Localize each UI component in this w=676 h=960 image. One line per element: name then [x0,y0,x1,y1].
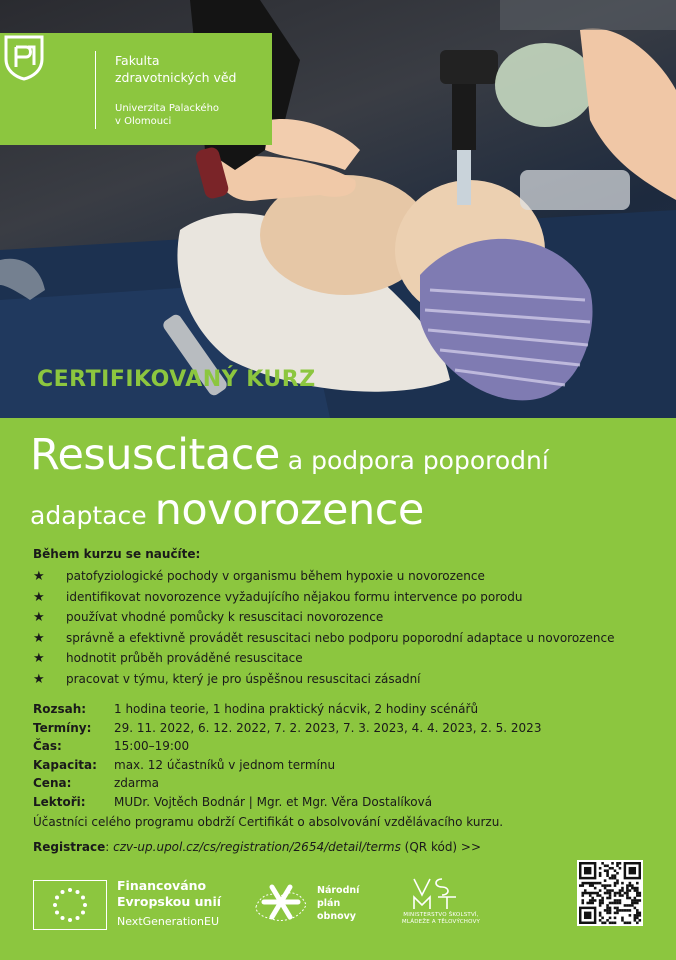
info-row-scope [33,700,541,719]
list-item-text: používat vhodné pomůcky k resuscitaci novorozence [66,610,384,625]
registration [33,840,481,854]
course-title [30,430,549,544]
title-part1-small: a podpora poporodní [279,446,549,475]
info-row-lecturers [33,793,541,812]
info-row-dates [33,719,541,738]
msmt-line-1: MINISTERSTVO ŠKOLSTVÍ, [403,912,479,918]
info-value: MUDr. Vojtěch Bodnár | Mgr. et Mgr. Věra Dostalíková [114,794,433,809]
npo-text [317,884,359,923]
info-value: zdarma [114,776,160,790]
eu-line-1: Financováno [117,878,207,893]
qr-code-icon[interactable] [577,860,643,926]
star-icon: ★ [33,651,45,667]
star-icon: ★ [33,589,45,605]
list-item [33,607,614,628]
npo-line-3: obnovy [317,911,357,922]
university-name [115,102,219,128]
info-label: Cena: [33,776,72,790]
info-label: Rozsah: [33,702,87,716]
registration-suffix: (QR kód) >> [400,840,482,854]
info-row-time [33,737,541,756]
info-label: Lektoři: [33,794,86,809]
list-item [33,587,614,608]
registration-label: Registrace [33,840,106,854]
title-part2-big: novorozence [154,485,424,535]
eu-line-3: NextGenerationEU [117,915,219,928]
list-item [33,648,614,669]
course-info [33,700,541,811]
faculty-line-1: Fakulta [115,53,160,68]
hero-photo [0,0,676,418]
info-row-capacity [33,756,541,775]
eu-line-2: Evropskou unií [117,894,222,909]
faculty-line-2: zdravotnických věd [115,70,237,85]
msmt-line-2: MLÁDEŽE A TĚLOVÝCHOVY [401,919,481,925]
list-item-text: pracovat v týmu, který je pro úspěšnou resuscitaci zásadní [66,671,421,686]
star-icon: ★ [33,671,45,687]
title-line-1 [30,430,549,489]
title-part2-small: adaptace [30,501,155,530]
university-line-1: Univerzita Palackého [115,103,220,114]
info-value: max. 12 účastníků v jednom termínu [114,757,336,772]
info-row-price [33,774,541,793]
list-item-text: správně a efektivně provádět resuscitaci nebo podporu poporodní adaptace u novorozence [66,630,615,645]
registration-colon: : [105,840,114,854]
learning-list [33,566,614,690]
info-value: 1 hodina teorie, 1 hodina praktický nácvik, 2 hodiny scénářů [114,702,479,716]
list-item-text: identifikovat novorozence vyžadujícího nějakou formu intervence po porodu [66,589,523,604]
up-olomouc-logo-icon [0,33,48,81]
msmt-text [386,912,496,926]
list-item [33,566,614,587]
certified-course-banner: CERTIFIKOVANÝ KURZ [37,367,316,392]
info-label: Čas: [33,739,62,753]
faculty-name [115,52,237,86]
learning-heading: Během kurzu se naučíte: [33,547,201,561]
list-item-text: hodnotit průběh prováděné resuscitace [66,651,303,666]
info-value: 29. 11. 2022, 6. 12. 2022, 7. 2. 2023, 7. 3. 2023, 4. 4. 2023, 2. 5. 2023 [114,720,542,735]
list-item-text: patofyziologické pochody v organismu během hypoxie u novorozence [66,569,485,583]
info-label: Kapacita: [33,757,97,772]
star-icon: ★ [33,569,45,584]
npo-line-2: plán [317,898,341,909]
eu-flag-icon [33,880,107,930]
title-line-2 [30,485,549,544]
title-part1-big: Resuscitace [30,430,280,480]
list-item [33,669,614,690]
info-value: 15:00–19:00 [114,739,190,753]
star-icon: ★ [33,630,45,646]
info-label: Termíny: [33,720,92,735]
registration-link[interactable]: czv-up.upol.cz/cs/registration/2654/detail/terms [113,840,401,854]
university-line-2: v Olomouci [115,116,172,127]
npo-line-1: Národní [317,885,360,896]
logo-divider [95,51,96,129]
msmt-logo-icon [412,875,458,911]
npo-logo-icon [250,877,312,927]
certificate-note: Účastníci celého programu obdrží Certifikát o absolvování vzdělávacího kurzu. [33,815,504,829]
eu-funding-text [117,878,221,931]
faculty-logo-box [0,33,272,145]
list-item [33,628,614,649]
star-icon: ★ [33,610,45,626]
